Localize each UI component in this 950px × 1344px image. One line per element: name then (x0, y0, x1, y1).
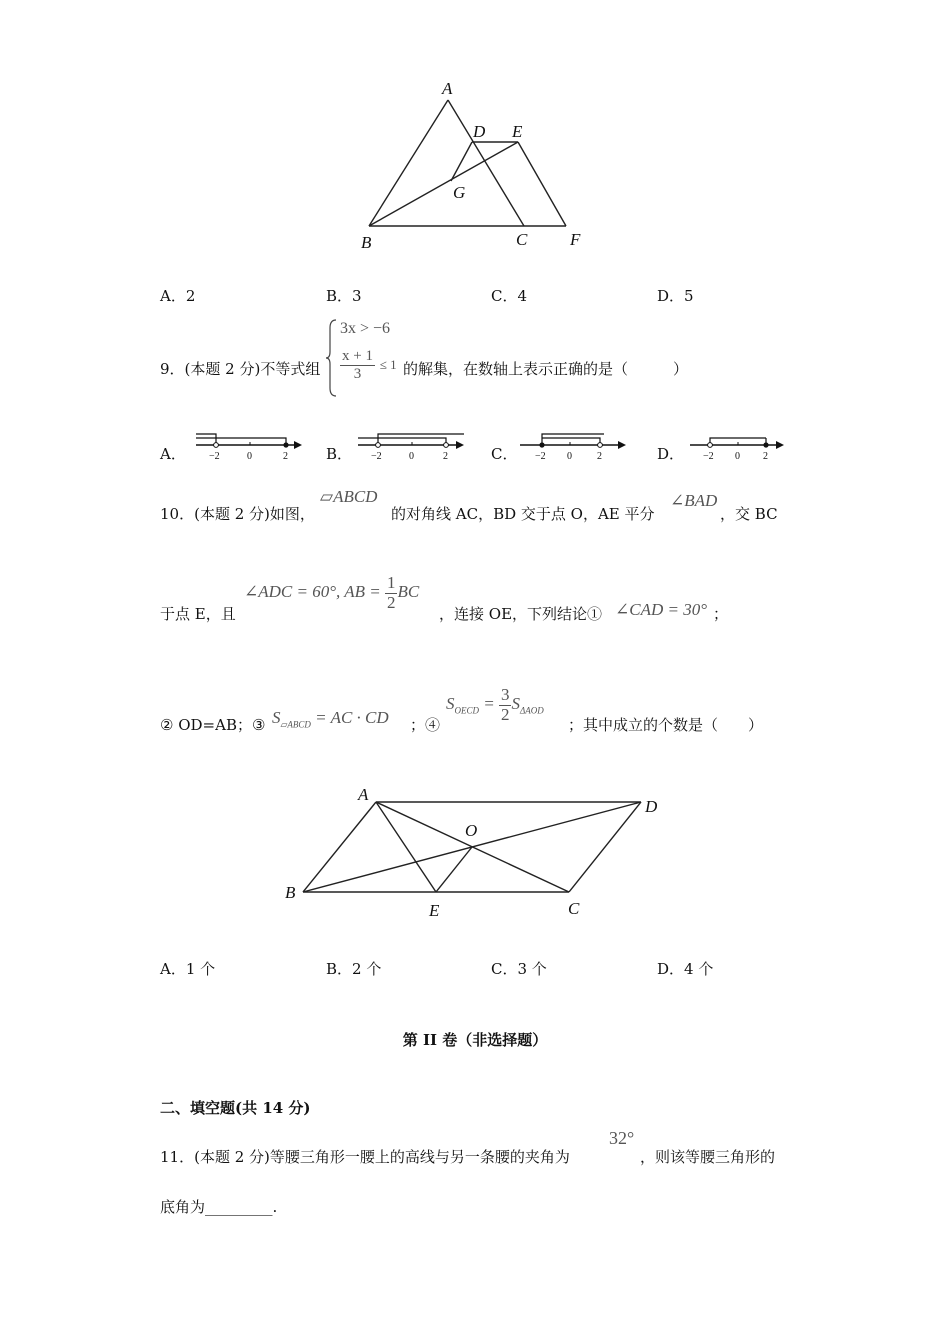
q9-inequality-2: $\frac{x + 1}{3}$ ≤ 1 (342, 348, 397, 382)
q11-line2: 底角为_________. (160, 1198, 278, 1216)
q8-option-a: A．2 (160, 287, 196, 305)
number-line-d (688, 428, 788, 464)
svg-text:−2: −2 (703, 451, 714, 462)
q9-inequality-1: 3x > −6 (340, 320, 391, 337)
parallelogram-figure-q10 (275, 780, 675, 925)
system-brace (326, 318, 338, 398)
section-title: 第 II 卷（非选择题） (402, 1031, 548, 1049)
q9-suffix: 的解集，在数轴上表示正确的是（ ） (403, 360, 689, 378)
q10-conclusion-3: $S_{▱ABCD}$ = AC · CD (272, 708, 389, 730)
triangle-figure-q8 (355, 75, 600, 255)
label-D: D (645, 797, 658, 816)
q9-option-c-label: C． (491, 445, 518, 463)
q10-option-d: D．4 个 (657, 960, 714, 978)
q8-option-d: D．5 (657, 287, 694, 305)
label-B: B (361, 233, 372, 252)
label-C: C (516, 230, 528, 249)
svg-text:−2: −2 (209, 451, 220, 462)
svg-text:0: 0 (247, 451, 252, 462)
svg-text:2: 2 (443, 451, 448, 462)
q10-parallelogram-symbol: ▱ABCD (320, 487, 378, 506)
label-B: B (285, 883, 296, 902)
q8-option-b: B．3 (326, 287, 362, 305)
q10-line2-mid: ，连接 OE，下列结论① (439, 605, 603, 623)
label-C: C (568, 899, 580, 918)
svg-text:−2: −2 (371, 451, 382, 462)
q10-angle-bad: ∠BAD (670, 491, 718, 510)
q10-line3-end: ；其中成立的个数是（ ） (568, 716, 764, 734)
label-G: G (453, 183, 466, 202)
svg-text:0: 0 (735, 451, 740, 462)
q10-line3-mid: ；④ (410, 716, 441, 734)
part2-title: 二、填空题(共 14 分) (160, 1099, 311, 1117)
q11-line1-end: ，则该等腰三角形的 (640, 1148, 776, 1166)
label-O: O (465, 821, 478, 840)
q9-option-a-label: A． (160, 445, 186, 463)
svg-text:2: 2 (763, 451, 768, 462)
label-A: A (358, 785, 369, 804)
q10-conclusion-1: ∠CAD = 30° (615, 600, 708, 619)
q11-angle: 32° (609, 1128, 635, 1148)
svg-text:−2: −2 (535, 451, 546, 462)
q10-line2-end: ； (713, 605, 729, 623)
svg-text:2: 2 (283, 451, 288, 462)
svg-text:0: 0 (567, 451, 572, 462)
q10-conclusion-4: $S_{OECD}$ = $\frac{3}{2}$ $S_{\Delta AOD}$ (446, 685, 544, 724)
q9-option-b-label: B． (326, 445, 353, 463)
q10-option-b: B．2 个 (326, 960, 382, 978)
q11-line1: 11．(本题 2 分)等腰三角形一腰上的高线与另一条腰的夹角为 (160, 1148, 570, 1166)
q10-option-a: A．1 个 (160, 960, 216, 978)
q10-option-c: C．3 个 (491, 960, 547, 978)
label-E: E (512, 122, 523, 141)
label-E: E (429, 901, 440, 920)
label-F: F (570, 230, 581, 249)
number-line-b (356, 428, 466, 464)
label-D: D (473, 122, 486, 141)
number-line-a (194, 428, 304, 464)
q10-line2-start: 于点 E，且 (160, 605, 236, 623)
q9-option-d-label: D． (657, 445, 685, 463)
svg-text:0: 0 (409, 451, 414, 462)
q9-prefix: 9．(本题 2 分)不等式组 (160, 360, 321, 378)
q10-line1: 10．(本题 2 分)如图， (160, 505, 315, 523)
q10-condition-math: ∠ADC = 60°, AB = $\frac{1}{2}$ BC (244, 573, 420, 612)
q10-line1-mid: 的对角线 AC，BD 交于点 O，AE 平分 (391, 505, 655, 523)
q8-option-c: C．4 (491, 287, 528, 305)
number-line-c (518, 428, 628, 464)
svg-text:2: 2 (597, 451, 602, 462)
q10-line3-start: ② OD=AB；③ (160, 716, 266, 734)
q10-line1-end: ，交 BC (720, 505, 778, 523)
label-A: A (442, 79, 453, 98)
